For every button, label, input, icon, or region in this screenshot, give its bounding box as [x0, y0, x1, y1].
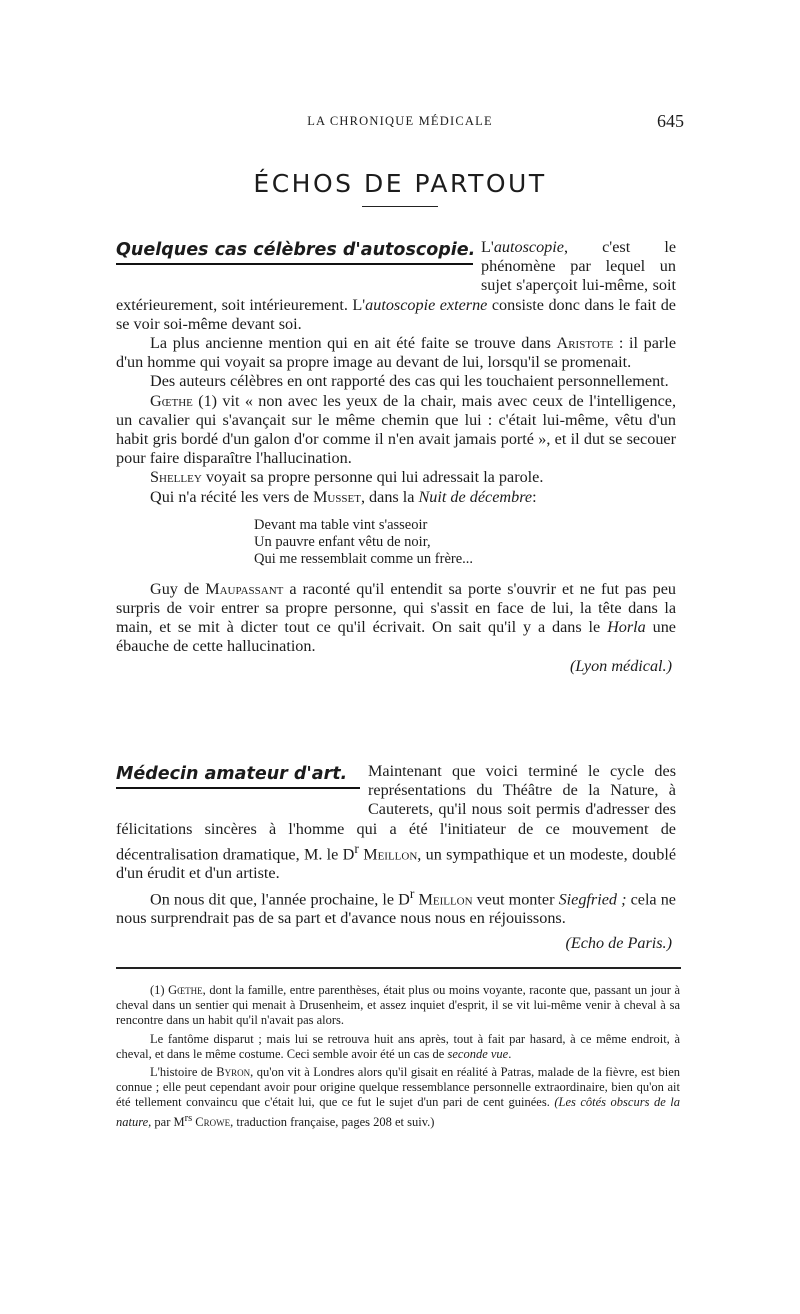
article-heading-autoscopie: Quelques cas célèbres d'autoscopie.: [116, 239, 473, 283]
heading-underline: [116, 787, 360, 789]
paragraph: La plus ancienne mention qui en ait été faite se trouve dans Aristote : il parle d'un homme qui voyait sa propre image au devant de lui, lorsqu'il se promenait.: [116, 334, 676, 372]
section-title: ÉCHOS DE PARTOUT: [253, 168, 547, 198]
source-citation: (Lyon médical.): [569, 656, 672, 675]
poem-line: Devant ma table vint s'asseoir: [254, 516, 428, 533]
source-citation: (Echo de Paris.): [565, 934, 672, 953]
paragraph: Gœthe (1) vit « non avec les yeux de la chair, mais avec ceux de l'intelligence, un cavalier qui s'avançait sur le même chemin que lui : c'était lui-même, vêtu d'un habit gris bordé d'un galon d'or comme il n'en avait jamais porté », et il dut se secouer pour faire disparaître l'hallucination.: [116, 391, 676, 468]
paragraph: On nous dit que, l'année prochaine, le $D^r$ Meillon veut monter Siegfried ; cela ne nous surprendrait pas de sa part et d'avance nous nous en réjouissons.: [116, 885, 676, 928]
journal-title: LA CHRONIQUE MÉDICALE: [307, 114, 493, 128]
poem-quote: [254, 517, 676, 568]
footnote: (1) Gœthe, dont la famille, entre parenthèses, était plus ou moins voyante, raconte que, passant un jour à cheval dans un sentier qui menait à Drusenheim, et assez inquiet d'esprit, il se vit lui-même venir à cheval à sa rencontre dans un habit qu'il n'avait pas alors.: [116, 983, 680, 1028]
running-head: [116, 111, 684, 133]
paragraph: Shelley voyait sa propre personne qui lui adressait la parole.: [150, 468, 544, 487]
poem-line: Un pauvre enfant vêtu de noir,: [254, 533, 431, 550]
heading-underline: [116, 263, 473, 265]
paragraph: L'autoscopie, c'est le phénomène par lequel un sujet s'aperçoit lui-même, soit extérieurement, soit intérieurement. L'autoscopie externe consiste donc dans le fait de se voir soi-même devant soi.: [116, 238, 676, 333]
footnote: L'histoire de Byron, qu'on vit à Londres alors qu'il gisait en réalité à Patras, malade de la fièvre, est bien connue ; elle peut cependant avoir pour origine quelque ressemblance personnelle extraordinaire, bien qu'on ait été tellement convaincu que c'était lui, que ce fut le sujet d'un pari de cent guinées. (Les côtés obscurs de la nature, par $M^{rs}$ Crowe, traduction française, pages 208 et suiv.): [116, 1065, 680, 1129]
footnotes: [116, 983, 680, 1133]
footnote-divider: [116, 967, 681, 969]
article-medecin-amateur: [116, 762, 676, 954]
paragraph: Qui n'a récité les vers de Musset, dans la Nuit de décembre:: [150, 487, 537, 506]
footnote: Le fantôme disparut ; mais lui se retrouva huit ans après, tout à fait par hasard, à ce même endroit, à cheval, et dans le même costume. Ceci semble avoir été un cas de seconde vue.: [116, 1031, 680, 1061]
paragraph: Guy de Maupassant a raconté qu'il entendit sa porte s'ouvrir et ne fut pas peu surpris de voir entrer sa propre personne, qui s'assit en face de lui, la tête dans la main, et se mit à dicter tout ce qu'il écrivait. On sait qu'il y a dans le Horla une ébauche de cette hallucination.: [116, 579, 676, 656]
paragraph: Maintenant que voici terminé le cycle des représentations du Théâtre de la Nature, à Cauterets, qu'il nous soit permis d'adresser des félicitations sincères à l'homme qui a été l'initiateur de ce mouvement de décentralisation dramatique, M. le $D^r$ Meillon, un sympathique et un modeste, doublé d'un érudit et d'un artiste.: [116, 762, 676, 883]
paragraph: Des auteurs célèbres en ont rapporté des cas qui les touchaient personnellement.: [150, 372, 669, 391]
title-divider: [362, 206, 438, 207]
article-heading-medecin: Médecin amateur d'art.: [116, 763, 360, 807]
poem-line: Qui me ressemblait comme un frère...: [254, 550, 474, 567]
page-number: 645: [657, 111, 684, 131]
article-autoscopie: [116, 238, 676, 676]
